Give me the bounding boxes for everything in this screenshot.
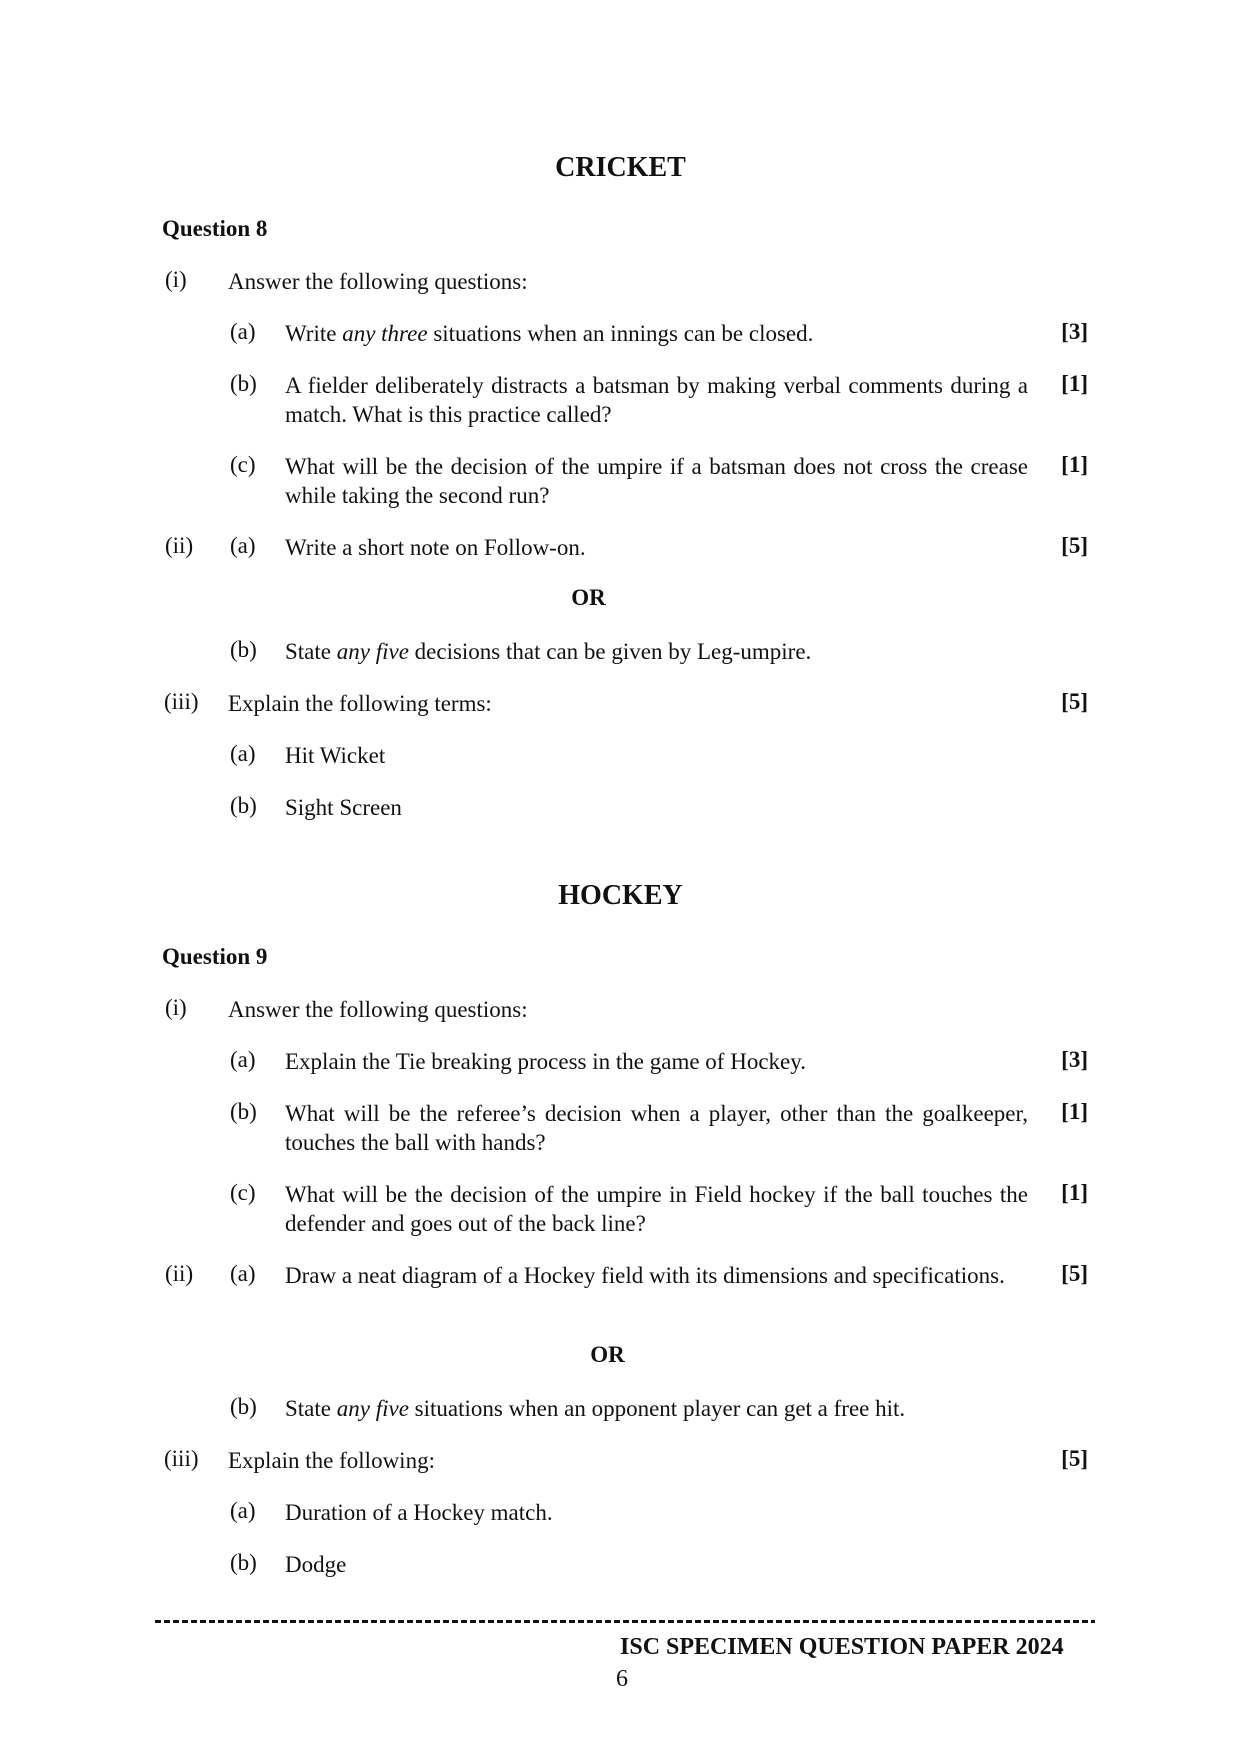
- item-label: (b): [230, 1550, 257, 1575]
- part-text: Answer the following questions:: [228, 997, 528, 1022]
- item-text: Dodge: [285, 1552, 347, 1577]
- item-label: (b): [230, 1394, 257, 1419]
- item-text: Duration of a Hockey match.: [285, 1500, 553, 1525]
- item-label: (b): [230, 1099, 257, 1124]
- item-text: Draw a neat diagram of a Hockey field with its dimensions and specifications.: [285, 1263, 1005, 1288]
- part-number: (i): [165, 995, 187, 1020]
- marks: [5]: [1061, 689, 1088, 714]
- question-9-title: Question 9: [162, 944, 268, 969]
- marks: [3]: [1061, 1047, 1088, 1072]
- marks: [5]: [1061, 1446, 1088, 1471]
- part-text: Explain the following:: [228, 1448, 435, 1473]
- item-text: State any five situations when an opponent player can get a free hit.: [285, 1396, 906, 1421]
- item-label: (b): [230, 371, 257, 396]
- marks: [5]: [1061, 533, 1088, 558]
- part-number: (ii): [165, 533, 194, 558]
- section-title-cricket: CRICKET: [555, 152, 686, 183]
- part-text: Answer the following questions:: [228, 269, 528, 294]
- section-title-hockey: HOCKEY: [558, 880, 683, 911]
- item-label: (a): [230, 1261, 256, 1286]
- item-label: (a): [230, 741, 256, 766]
- question-8-title: Question 8: [162, 216, 268, 241]
- item-text: What will be the referee’s decision when a player, other than the goalkeeper, touches the ball with hands?: [285, 1101, 1028, 1155]
- part-number: (iii): [164, 1446, 199, 1471]
- item-text: Sight Screen: [285, 795, 402, 820]
- page-number: 6: [616, 1666, 628, 1692]
- part-number: (ii): [165, 1261, 194, 1286]
- item-text: Explain the Tie breaking process in the game of Hockey.: [285, 1049, 806, 1074]
- item-text: State any five decisions that can be given by Leg-umpire.: [285, 639, 812, 664]
- marks: [1]: [1061, 371, 1088, 396]
- item-label: (a): [230, 533, 256, 558]
- or-divider: OR: [571, 585, 606, 610]
- part-number: (iii): [164, 689, 199, 714]
- item-label: (c): [230, 1180, 256, 1205]
- marks: [1]: [1061, 1180, 1088, 1205]
- item-label: (c): [230, 452, 256, 477]
- item-text: Write any three situations when an innings can be closed.: [285, 321, 814, 346]
- or-divider: OR: [590, 1342, 625, 1367]
- marks: [3]: [1061, 319, 1088, 344]
- item-text: Hit Wicket: [285, 743, 386, 768]
- part-text: Explain the following terms:: [228, 691, 492, 716]
- marks: [5]: [1061, 1261, 1088, 1286]
- footer-dashed-divider: [155, 1620, 1095, 1623]
- item-label: (a): [230, 1047, 256, 1072]
- item-label: (b): [230, 637, 257, 662]
- item-text: A fielder deliberately distracts a batsman by making verbal comments during a match. What is this practice called?: [285, 373, 1028, 427]
- marks: [1]: [1061, 452, 1088, 477]
- item-label: (a): [230, 1498, 256, 1523]
- item-label: (b): [230, 793, 257, 818]
- marks: [1]: [1061, 1099, 1088, 1124]
- footer-title: ISC SPECIMEN QUESTION PAPER 2024: [620, 1634, 1064, 1660]
- part-number: (i): [165, 267, 187, 292]
- item-label: (a): [230, 319, 256, 344]
- item-text: What will be the decision of the umpire in Field hockey if the ball touches the defender and goes out of the back line?: [285, 1182, 1028, 1236]
- item-text: What will be the decision of the umpire if a batsman does not cross the crease while taking the second run?: [285, 454, 1028, 508]
- item-text: Write a short note on Follow-on.: [285, 535, 586, 560]
